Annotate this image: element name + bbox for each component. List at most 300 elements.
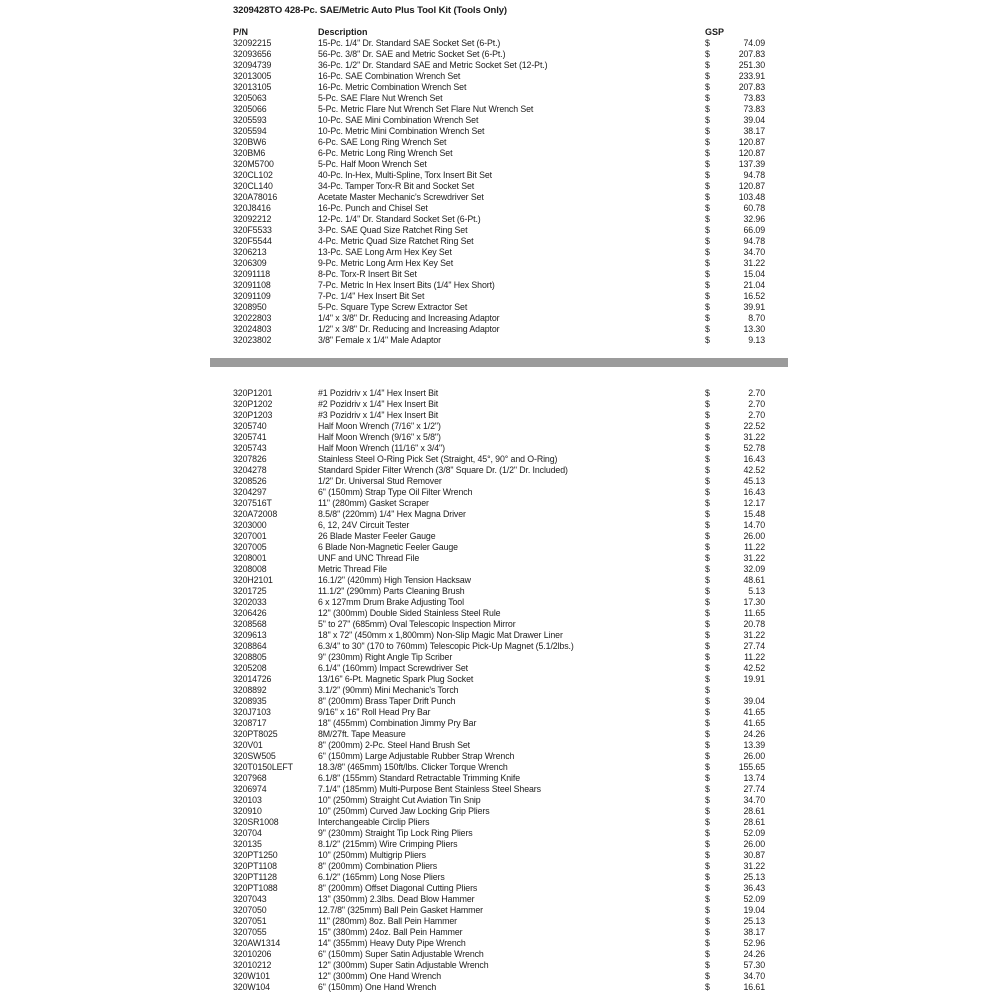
table-header-row: [233, 27, 800, 38]
part-price: 16.43: [743, 454, 765, 464]
table-row: [233, 553, 800, 564]
part-price: 2.70: [748, 388, 765, 398]
table-row: [233, 236, 800, 247]
part-number: 3207826: [233, 454, 267, 464]
currency-symbol: $: [705, 619, 710, 629]
part-price: 39.04: [743, 696, 765, 706]
currency-symbol: $: [705, 795, 710, 805]
part-price: 11.22: [744, 542, 765, 552]
part-number: 320W101: [233, 971, 270, 981]
part-description: 15" (380mm) 24oz. Ball Pein Hammer: [318, 927, 463, 937]
table-row: [233, 949, 800, 960]
part-number: 3205063: [233, 93, 267, 103]
part-number: 320PT1088: [233, 883, 278, 893]
part-price: 103.48: [738, 192, 765, 202]
table-row: [233, 872, 800, 883]
part-price: 34.70: [743, 795, 765, 805]
part-number: 32093656: [233, 49, 272, 59]
part-description: #1 Pozidriv x 1/4" Hex Insert Bit: [318, 388, 439, 398]
currency-symbol: $: [705, 225, 710, 235]
part-price: 13.39: [743, 740, 765, 750]
part-price: 48.61: [743, 575, 765, 585]
part-description: Half Moon Wrench (7/16" x 1/2"): [318, 421, 441, 431]
part-description: 11" (280mm) Gasket Scraper: [318, 498, 429, 508]
currency-symbol: $: [705, 641, 710, 651]
part-price: 16.43: [743, 487, 765, 497]
part-description: 10-Pc. Metric Mini Combination Wrench Set: [318, 126, 485, 136]
currency-symbol: $: [705, 674, 710, 684]
currency-symbol: $: [705, 894, 710, 904]
table-row: [233, 861, 800, 872]
currency-symbol: $: [705, 454, 710, 464]
currency-symbol: $: [705, 971, 710, 981]
part-price: 73.83: [743, 93, 765, 103]
part-description: 34-Pc. Tamper Torx-R Bit and Socket Set: [318, 181, 475, 191]
table-row: [233, 894, 800, 905]
table-row: [233, 542, 800, 553]
currency-symbol: $: [705, 938, 710, 948]
part-price: 41.65: [743, 707, 765, 717]
part-number: 3208717: [233, 718, 267, 728]
part-number: 320PT8025: [233, 729, 278, 739]
part-number: 3205066: [233, 104, 267, 114]
part-number: 32014726: [233, 674, 272, 684]
part-description: 6, 12, 24V Circuit Tester: [318, 520, 410, 530]
part-number: 3205741: [233, 432, 267, 442]
currency-symbol: $: [705, 520, 710, 530]
part-price: 13.30: [743, 324, 765, 334]
table-row: [233, 214, 800, 225]
part-price: 120.87: [738, 148, 765, 158]
part-number: 32013005: [233, 71, 272, 81]
currency-symbol: $: [705, 126, 710, 136]
part-number: 3205743: [233, 443, 267, 453]
part-number: 320F5533: [233, 225, 272, 235]
part-price: 11.65: [744, 608, 765, 618]
part-price: 15.04: [743, 269, 765, 279]
part-number: 32013105: [233, 82, 272, 92]
part-number: 3206309: [233, 258, 267, 268]
table-row: [233, 960, 800, 971]
table-row: [233, 192, 800, 203]
part-number: 3208892: [233, 685, 267, 695]
part-description: 36-Pc. 1/2" Dr. Standard SAE and Metric Socket Set (12-Pt.): [318, 60, 548, 70]
table-row: [233, 82, 800, 93]
part-number: 3206974: [233, 784, 267, 794]
part-description: 15-Pc. 1/4" Dr. Standard SAE Socket Set (6-Pt.): [318, 38, 501, 48]
part-number: 320V01: [233, 740, 263, 750]
column-header-gsp: GSP: [705, 27, 725, 37]
table-row: [233, 159, 800, 170]
part-number: 320F5544: [233, 236, 272, 246]
part-number: 320P1201: [233, 388, 273, 398]
part-price: 8.70: [748, 313, 765, 323]
currency-symbol: $: [705, 487, 710, 497]
currency-symbol: $: [705, 137, 710, 147]
part-price: 20.78: [743, 619, 765, 629]
part-description: 16.1/2" (420mm) High Tension Hacksaw: [318, 575, 471, 585]
part-price: 26.00: [743, 751, 765, 761]
part-price: 39.91: [743, 302, 765, 312]
part-price: 24.26: [743, 729, 765, 739]
part-price: 32.96: [743, 214, 765, 224]
part-description: 1/2" x 3/8" Dr. Reducing and Increasing Adaptor: [318, 324, 500, 334]
page-title: [233, 5, 507, 17]
part-price: 24.26: [743, 949, 765, 959]
part-description: 18" x 72" (450mm x 1,800mm) Non-Slip Magic Mat Drawer Liner: [318, 630, 563, 640]
part-price: 31.22: [743, 553, 765, 563]
part-price: 22.52: [743, 421, 765, 431]
part-price: 31.22: [743, 258, 765, 268]
part-price: 42.52: [743, 465, 765, 475]
table-row: [233, 674, 800, 685]
part-description: 12-Pc. 1/4" Dr. Standard Socket Set (6-Pt.): [318, 214, 481, 224]
table-row: [233, 148, 800, 159]
currency-symbol: $: [705, 258, 710, 268]
part-description: 12" (300mm) Super Satin Adjustable Wrench: [318, 960, 489, 970]
part-price: 2.70: [748, 399, 765, 409]
currency-symbol: $: [705, 181, 710, 191]
currency-symbol: $: [705, 203, 710, 213]
table-row: [233, 258, 800, 269]
part-description: 18" (455mm) Combination Jimmy Pry Bar: [318, 718, 477, 728]
table-row: [233, 170, 800, 181]
currency-symbol: $: [705, 608, 710, 618]
part-description: UNF and UNC Thread File: [318, 553, 420, 563]
part-number: 32092215: [233, 38, 272, 48]
table-row: [233, 247, 800, 258]
part-price: 251.30: [738, 60, 765, 70]
part-description: 6" (150mm) Large Adjustable Rubber Strap Wrench: [318, 751, 515, 761]
table-row: [233, 498, 800, 509]
currency-symbol: $: [705, 509, 710, 519]
part-description: 3/8" Female x 1/4" Male Adaptor: [318, 335, 441, 345]
part-description: 7.1/4" (185mm) Multi-Purpose Bent Stainless Steel Shears: [318, 784, 541, 794]
column-header-pn: P/N: [233, 27, 249, 37]
currency-symbol: $: [705, 806, 710, 816]
part-price: 207.83: [738, 82, 765, 92]
part-description: #3 Pozidriv x 1/4" Hex Insert Bit: [318, 410, 439, 420]
part-description: 6" (150mm) Super Satin Adjustable Wrench: [318, 949, 484, 959]
part-description: 1/2" Dr. Universal Stud Remover: [318, 476, 442, 486]
currency-symbol: $: [705, 104, 710, 114]
part-description: 16-Pc. Metric Combination Wrench Set: [318, 82, 467, 92]
table-row: [233, 421, 800, 432]
part-price: 5.13: [748, 586, 765, 596]
currency-symbol: $: [705, 751, 710, 761]
part-number: 3208864: [233, 641, 267, 651]
part-description: Metric Thread File: [318, 564, 387, 574]
part-description: 6.1/4" (160mm) Impact Screwdriver Set: [318, 663, 468, 673]
currency-symbol: $: [705, 828, 710, 838]
part-description: 8.5/8" (220mm) 1/4" Hex Magna Driver: [318, 509, 466, 519]
currency-symbol: $: [705, 905, 710, 915]
part-description: 26 Blade Master Feeler Gauge: [318, 531, 436, 541]
part-price: 31.22: [743, 630, 765, 640]
part-description: 6.3/4" to 30" (170 to 760mm) Telescopic Pick-Up Magnet (5.1/2lbs.): [318, 641, 574, 651]
part-number: 3206426: [233, 608, 267, 618]
part-price: 16.61: [743, 982, 765, 992]
part-description: 12" (300mm) Double Sided Stainless Steel Rule: [318, 608, 501, 618]
part-description: 5-Pc. Square Type Screw Extractor Set: [318, 302, 468, 312]
part-number: 320J7103: [233, 707, 271, 717]
part-price: 19.04: [743, 905, 765, 915]
part-description: 6-Pc. SAE Long Ring Wrench Set: [318, 137, 447, 147]
currency-symbol: $: [705, 839, 710, 849]
part-description: 3.1/2" (90mm) Mini Mechanic's Torch: [318, 685, 459, 695]
currency-symbol: $: [705, 247, 710, 257]
part-number: 320704: [233, 828, 262, 838]
part-description: 13" (350mm) 2.3lbs. Dead Blow Hammer: [318, 894, 475, 904]
part-number: 320M5700: [233, 159, 274, 169]
part-price: 19.91: [743, 674, 765, 684]
currency-symbol: $: [705, 564, 710, 574]
part-number: 32022803: [233, 313, 272, 323]
part-number: 320CL140: [233, 181, 273, 191]
table-row: [233, 927, 800, 938]
table-row: [233, 784, 800, 795]
part-price: 11.22: [744, 652, 765, 662]
part-price: 52.78: [743, 443, 765, 453]
table-row: [233, 795, 800, 806]
currency-symbol: $: [705, 784, 710, 794]
part-number: 3205208: [233, 663, 267, 673]
part-description: 6" (150mm) Strap Type Oil Filter Wrench: [318, 487, 473, 497]
kit-part-number: 3209428TO: [233, 5, 283, 16]
part-number: 320J8416: [233, 203, 271, 213]
currency-symbol: $: [705, 71, 710, 81]
part-description: 8" (200mm) 2-Pc. Steel Hand Brush Set: [318, 740, 470, 750]
part-number: 320H2101: [233, 575, 273, 585]
part-number: 3204278: [233, 465, 267, 475]
table-row: [233, 729, 800, 740]
part-description: 16-Pc. Punch and Chisel Set: [318, 203, 428, 213]
part-number: 320PT1108: [233, 861, 277, 871]
currency-symbol: $: [705, 60, 710, 70]
part-description: Stainless Steel O-Ring Pick Set (Straight, 45°, 90° and O-Ring): [318, 454, 558, 464]
part-number: 3207001: [233, 531, 267, 541]
part-description: 11.1/2" (290mm) Parts Cleaning Brush: [318, 586, 465, 596]
part-price: 2.70: [748, 410, 765, 420]
part-number: 3204297: [233, 487, 267, 497]
part-number: 320P1203: [233, 410, 273, 420]
table-row: [233, 905, 800, 916]
currency-symbol: $: [705, 93, 710, 103]
currency-symbol: $: [705, 718, 710, 728]
part-description: 8M/27ft. Tape Measure: [318, 729, 406, 739]
currency-symbol: $: [705, 575, 710, 585]
table-row: [233, 203, 800, 214]
part-description: 40-Pc. In-Hex, Multi-Spline, Torx Insert Bit Set: [318, 170, 492, 180]
part-price: 60.78: [743, 203, 765, 213]
part-description: 6" (150mm) One Hand Wrench: [318, 982, 437, 992]
table-row: [233, 740, 800, 751]
part-description: 10" (250mm) Curved Jaw Locking Grip Pliers: [318, 806, 490, 816]
table-row: [233, 564, 800, 575]
part-number: 32094739: [233, 60, 272, 70]
table-row: [233, 454, 800, 465]
currency-symbol: $: [705, 280, 710, 290]
currency-symbol: $: [705, 443, 710, 453]
part-description: 8.1/2" (215mm) Wire Crimping Pliers: [318, 839, 458, 849]
section-divider: [210, 358, 788, 367]
currency-symbol: $: [705, 597, 710, 607]
table-row: [233, 630, 800, 641]
table-row: [233, 432, 800, 443]
part-price: 27.74: [743, 641, 765, 651]
part-price: 74.09: [743, 38, 765, 48]
part-price: 36.43: [743, 883, 765, 893]
part-number: 3207043: [233, 894, 267, 904]
table-row: [233, 487, 800, 498]
part-price: 14.70: [743, 520, 765, 530]
currency-symbol: $: [705, 817, 710, 827]
part-description: 5-Pc. Half Moon Wrench Set: [318, 159, 427, 169]
parts-table-lower: [233, 388, 800, 993]
currency-symbol: $: [705, 399, 710, 409]
currency-symbol: $: [705, 773, 710, 783]
part-price: 28.61: [743, 806, 765, 816]
table-row: [233, 839, 800, 850]
table-row: [233, 531, 800, 542]
part-price: 26.00: [743, 839, 765, 849]
table-row: [233, 137, 800, 148]
part-number: 3207516T: [233, 498, 272, 508]
part-number: 32091118: [233, 269, 271, 279]
part-number: 3205740: [233, 421, 267, 431]
part-price: 39.04: [743, 115, 765, 125]
table-row: [233, 115, 800, 126]
part-number: 320SW505: [233, 751, 276, 761]
part-number: 3208526: [233, 476, 267, 486]
currency-symbol: $: [705, 542, 710, 552]
part-description: 5" to 27" (685mm) Oval Telescopic Inspection Mirror: [318, 619, 516, 629]
table-row: [233, 104, 800, 115]
part-description: 6.1/2" (165mm) Long Nose Pliers: [318, 872, 445, 882]
currency-symbol: $: [705, 159, 710, 169]
part-number: 32091108: [233, 280, 271, 290]
part-number: 320BM6: [233, 148, 266, 158]
currency-symbol: $: [705, 630, 710, 640]
table-row: [233, 388, 800, 399]
part-number: 3203000: [233, 520, 267, 530]
part-number: 320CL102: [233, 170, 273, 180]
table-row: [233, 181, 800, 192]
table-row: [233, 520, 800, 531]
part-number: 3207050: [233, 905, 267, 915]
part-price: 34.70: [743, 971, 765, 981]
part-price: 137.39: [738, 159, 765, 169]
table-row: [233, 586, 800, 597]
part-description: 56-Pc. 3/8" Dr. SAE and Metric Socket Set (6-Pt.): [318, 49, 506, 59]
currency-symbol: $: [705, 236, 710, 246]
currency-symbol: $: [705, 421, 710, 431]
part-number: 3207968: [233, 773, 267, 783]
part-description: 9" (230mm) Right Angle Tip Scriber: [318, 652, 453, 662]
part-price: 9.13: [748, 335, 765, 345]
part-price: 15.48: [743, 509, 765, 519]
part-description: 6.1/8" (155mm) Standard Retractable Trimming Knife: [318, 773, 521, 783]
table-row: [233, 269, 800, 280]
table-row: [233, 465, 800, 476]
part-description: 8-Pc. Torx-R Insert Bit Set: [318, 269, 417, 279]
part-description: Acetate Master Mechanic's Screwdriver Set: [318, 192, 484, 202]
currency-symbol: $: [705, 38, 710, 48]
part-number: 320BW6: [233, 137, 267, 147]
currency-symbol: $: [705, 498, 710, 508]
part-price: 30.87: [743, 850, 765, 860]
part-description: 6-Pc. Metric Long Ring Wrench Set: [318, 148, 453, 158]
table-row: [233, 49, 800, 60]
part-price: 57.30: [743, 960, 765, 970]
part-number: 3208950: [233, 302, 267, 312]
part-number: 320W104: [233, 982, 270, 992]
currency-symbol: $: [705, 685, 710, 695]
currency-symbol: $: [705, 148, 710, 158]
part-description: 1/4" x 3/8" Dr. Reducing and Increasing Adaptor: [318, 313, 500, 323]
currency-symbol: $: [705, 269, 710, 279]
part-price: 25.13: [743, 916, 765, 926]
currency-symbol: $: [705, 388, 710, 398]
currency-symbol: $: [705, 861, 710, 871]
currency-symbol: $: [705, 553, 710, 563]
table-row: [233, 685, 800, 696]
part-price: 25.13: [743, 872, 765, 882]
part-price: 31.22: [743, 432, 765, 442]
part-price: 41.65: [743, 718, 765, 728]
currency-symbol: $: [705, 476, 710, 486]
part-price: 34.70: [743, 247, 765, 257]
part-number: 320135: [233, 839, 262, 849]
part-number: 3202033: [233, 597, 267, 607]
part-number: 320A72008: [233, 509, 278, 519]
currency-symbol: $: [705, 586, 710, 596]
part-description: 6 x 127mm Drum Brake Adjusting Tool: [318, 597, 464, 607]
part-price: 233.91: [738, 71, 765, 81]
table-row: [233, 93, 800, 104]
currency-symbol: $: [705, 335, 710, 345]
currency-symbol: $: [705, 49, 710, 59]
part-price: 13.74: [743, 773, 765, 783]
part-description: 12" (300mm) One Hand Wrench: [318, 971, 441, 981]
part-price: 52.96: [743, 938, 765, 948]
currency-symbol: $: [705, 916, 710, 926]
part-price: 73.83: [743, 104, 765, 114]
currency-symbol: $: [705, 302, 710, 312]
currency-symbol: $: [705, 531, 710, 541]
part-number: 3208935: [233, 696, 267, 706]
part-description: 13-Pc. SAE Long Arm Hex Key Set: [318, 247, 452, 257]
part-price: 52.09: [743, 828, 765, 838]
currency-symbol: $: [705, 663, 710, 673]
part-price: 45.13: [743, 476, 765, 486]
table-row: [233, 817, 800, 828]
column-header-description: Description: [318, 27, 368, 37]
currency-symbol: $: [705, 192, 710, 202]
table-row: [233, 476, 800, 487]
currency-symbol: $: [705, 740, 710, 750]
part-description: 3-Pc. SAE Quad Size Ratchet Ring Set: [318, 225, 468, 235]
table-row: [233, 443, 800, 454]
table-row: [233, 696, 800, 707]
part-number: 320AW1314: [233, 938, 281, 948]
currency-symbol: $: [705, 927, 710, 937]
table-row: [233, 663, 800, 674]
part-number: 3208568: [233, 619, 267, 629]
part-number: 320PT1250: [233, 850, 278, 860]
table-row: [233, 324, 800, 335]
currency-symbol: $: [705, 949, 710, 959]
